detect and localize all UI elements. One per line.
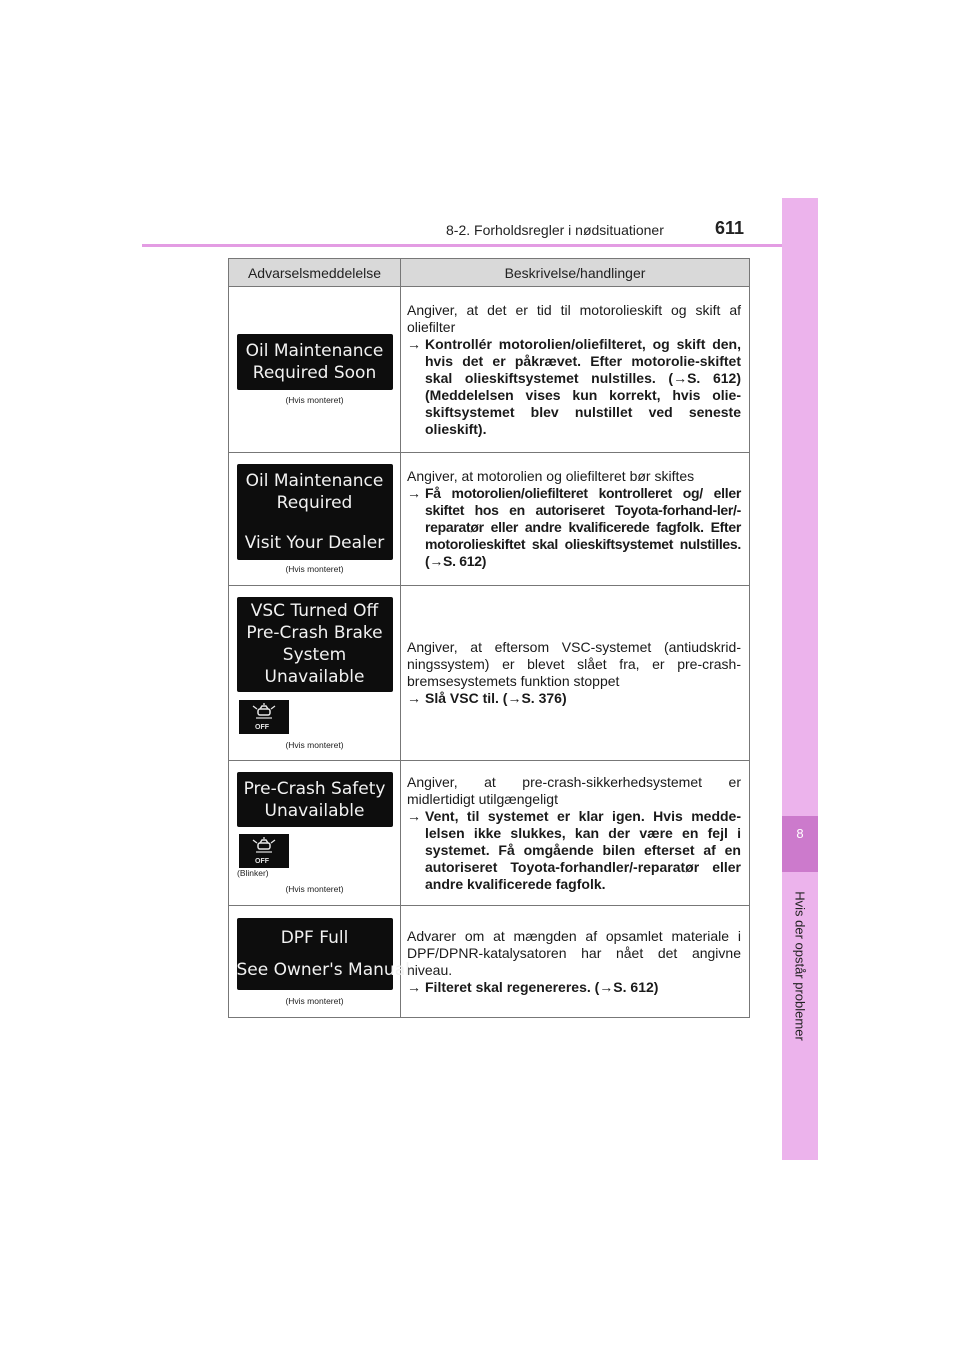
display-line: Oil Maintenance xyxy=(245,471,384,491)
action-text: Slå VSC til. (→S. 376) xyxy=(425,690,567,706)
description-text: Angiver, at det er tid til motorolieskift og skift af oliefilter xyxy=(407,301,741,335)
fitment-label: (Hvis monteret) xyxy=(285,995,344,1006)
blinker-label: (Blinker) xyxy=(237,868,269,878)
chapter-marker xyxy=(782,816,818,872)
warning-image-cell xyxy=(229,453,401,586)
description-cell xyxy=(401,287,750,453)
display-line: Pre-Crash Safety xyxy=(243,778,386,799)
table-row xyxy=(229,453,750,586)
arrow-icon: → xyxy=(407,978,421,995)
fitment-label: (Hvis monteret) xyxy=(285,884,344,894)
fitment-label: (Hvis monteret) xyxy=(285,739,344,750)
display-line xyxy=(237,949,393,959)
action-text: Få motorolien/oliefilteret kontrolleret og/ eller skiftet hos en autoriseret Toyota-forhand-ler/-reparatør eller andre kvalificerede fagfolk. Efter motorolieskiftet skal olieskiftsystemet nulstilles. (→S. 612) xyxy=(425,485,741,569)
icon-off-label: OFF xyxy=(255,858,269,865)
table-header-row xyxy=(229,259,750,287)
chapter-label: Hvis der opstår problemer xyxy=(792,891,808,1041)
description-cell xyxy=(401,761,750,906)
description-text: Advarer om at mængden af opsamlet materiale i DPF/DPNR-katalysatoren har nået det angivne niveau. xyxy=(407,927,741,978)
description-cell xyxy=(401,453,750,586)
warning-message-table xyxy=(228,258,750,1018)
warning-image-cell xyxy=(229,586,401,761)
pre-crash-off-icon xyxy=(239,834,289,868)
action-text: Vent, til systemet er klar igen. Hvis medde-lelsen ikke slukkes, kan der være en fejl i systemet. Få omgående bilen efterset af en autoriseret Toyota-forhandler/-reparatør eller andre kvalificerede fagfolk. xyxy=(425,807,741,892)
oil-maintenance-soon-display xyxy=(237,334,393,390)
warning-image-cell xyxy=(229,906,410,1018)
pre-crash-off-icon xyxy=(239,700,289,734)
column-header-description: Beskrivelse/handlinger xyxy=(401,259,750,287)
header-divider xyxy=(142,244,818,247)
arrow-icon: → xyxy=(407,335,421,352)
action-text: Filteret skal regenereres. (→S. 612) xyxy=(425,978,659,995)
display-line: VSC Turned Off xyxy=(250,601,379,621)
display-line: DPF Full xyxy=(280,927,349,948)
chapter-number: 8 xyxy=(796,826,804,841)
table-row xyxy=(229,906,750,1018)
display-line: Pre-Crash Brake xyxy=(246,623,383,643)
display-line: System xyxy=(282,645,347,665)
action-text: Kontrollér motorolien/oliefilteret, og skift den, hvis det er påkrævet. Efter motorolie-skiftet skal olieskiftsystemet nulstilles. (→S. 612) (Meddelelsen vises kun korrekt, hvis olie-skiftsystemet blev nulstillet ved seneste olieskift). xyxy=(425,335,741,437)
display-line xyxy=(237,514,393,532)
display-line: Required xyxy=(276,493,353,513)
display-line: Visit Your Dealer xyxy=(244,533,385,553)
icon-off-label: OFF xyxy=(255,723,269,731)
dpf-full-display xyxy=(236,918,410,990)
fitment-label: (Hvis monteret) xyxy=(285,395,344,405)
table-row xyxy=(229,761,750,906)
arrow-icon: → xyxy=(407,690,421,706)
arrow-icon: → xyxy=(407,807,421,824)
warning-image-cell xyxy=(229,287,401,453)
vsc-off-display xyxy=(237,597,393,692)
page-number: 611 xyxy=(715,218,745,238)
column-header-warning: Advarselsmeddelelse xyxy=(229,259,401,287)
section-title: 8-2. Forholdsregler i nødsituationer xyxy=(446,222,664,238)
table-row xyxy=(229,287,750,453)
display-line: Unavailable xyxy=(264,800,365,821)
description-cell xyxy=(401,586,750,761)
display-line: See Owner's Manual xyxy=(236,959,410,980)
oil-maintenance-required-display xyxy=(237,464,393,560)
arrow-icon: → xyxy=(407,485,421,501)
pre-crash-safety-display xyxy=(237,772,393,827)
display-line: Required Soon xyxy=(252,363,377,383)
description-text: Angiver, at eftersom VSC-systemet (antiudskrid-ningssystem) er blevet slået fra, er pre-crash-bremsesystemets funktion stoppet xyxy=(407,639,741,689)
warning-image-cell xyxy=(229,761,401,906)
description-text: Angiver, at pre-crash-sikkerhedsystemet er midlertidigt utilgængeligt xyxy=(407,773,741,807)
table-row xyxy=(229,586,750,761)
display-line: Unavailable xyxy=(264,667,365,687)
description-cell xyxy=(401,906,750,1018)
display-line: Oil Maintenance xyxy=(245,341,384,361)
description-text: Angiver, at motorolien og oliefilteret bør skiftes xyxy=(407,468,695,484)
fitment-label: (Hvis monteret) xyxy=(285,564,344,574)
